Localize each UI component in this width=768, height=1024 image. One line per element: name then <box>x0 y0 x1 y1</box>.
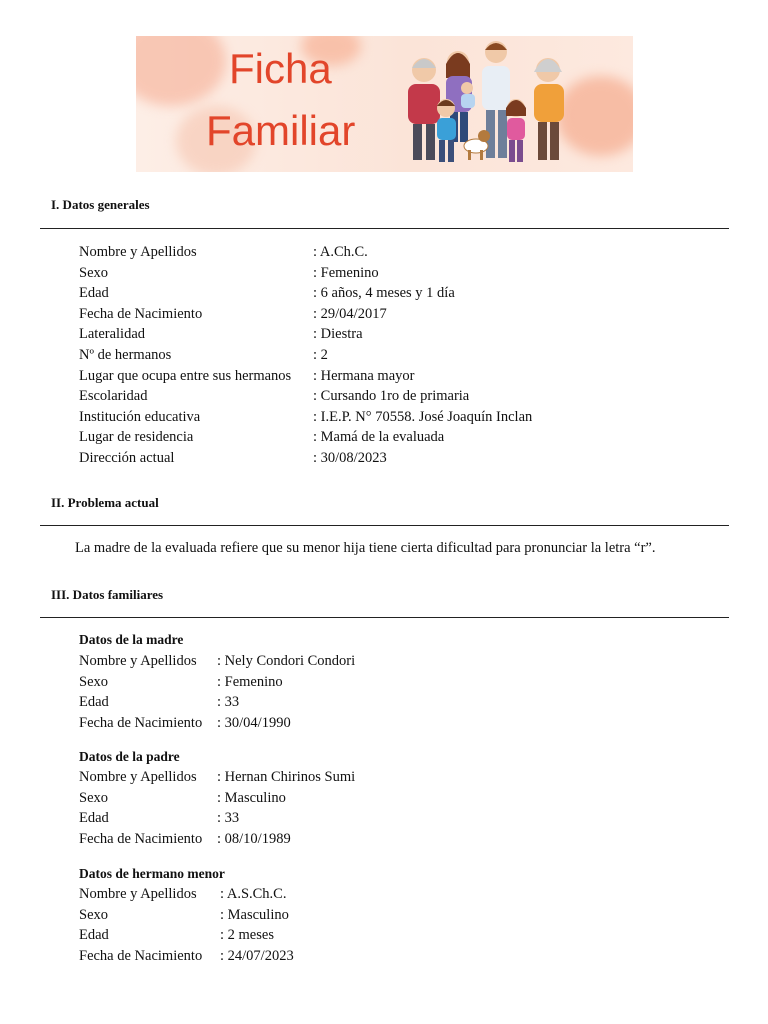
section-problem-title: II. Problema actual <box>51 495 159 510</box>
field-value: : 29/04/2017 <box>313 305 387 322</box>
field-value: : I.E.P. N° 70558. José Joaquín Inclan <box>313 408 533 425</box>
field-label: Fecha de Nacimiento <box>79 947 203 964</box>
section-family-title: III. Datos familiares <box>51 587 164 602</box>
data-row <box>79 905 294 926</box>
field-label: Lugar de residencia <box>79 429 194 446</box>
field-value: : 2 <box>313 346 328 363</box>
field-value: : Cursando 1ro de primaria <box>313 388 470 405</box>
field-value: : 2 meses <box>220 927 274 944</box>
field-value: : 6 años, 4 meses y 1 día <box>313 285 455 302</box>
field-label: Fecha de Nacimiento <box>79 305 203 322</box>
data-row <box>79 427 532 448</box>
data-row <box>79 713 355 734</box>
field-label: Nombre y Apellidos <box>79 244 197 260</box>
divider <box>40 617 729 618</box>
data-row <box>79 672 355 693</box>
data-row <box>79 808 355 829</box>
field-label: Sexo <box>79 264 108 281</box>
data-row <box>79 304 532 325</box>
section-general-title: I. Datos generales <box>51 197 150 212</box>
field-label: Fecha de Nacimiento <box>79 830 203 847</box>
field-label: Edad <box>79 694 109 711</box>
mother-title: Datos de la madre <box>79 632 184 647</box>
data-row <box>79 884 294 905</box>
field-value: : Masculino <box>217 789 286 806</box>
father-title: Datos de la padre <box>79 749 180 764</box>
field-value: : 24/07/2023 <box>220 947 294 964</box>
data-row <box>79 925 294 946</box>
field-label: Lugar que ocupa entre sus hermanos <box>79 367 292 384</box>
mother-data-list <box>79 651 355 733</box>
field-label: Edad <box>79 810 109 827</box>
field-label: Sexo <box>79 789 108 806</box>
field-label: Sexo <box>79 906 108 923</box>
data-row <box>79 407 532 428</box>
banner-title-line1: Ficha <box>229 45 332 92</box>
data-row <box>79 829 355 850</box>
field-value: : 33 <box>217 694 240 711</box>
field-value: : A.Ch.C. <box>313 244 368 260</box>
data-row <box>79 788 355 809</box>
data-row <box>79 386 532 407</box>
field-label: Edad <box>79 927 109 944</box>
field-value: : Hermana mayor <box>313 367 415 384</box>
field-value: : Femenino <box>313 264 379 281</box>
data-row <box>79 651 355 672</box>
divider <box>40 228 729 229</box>
data-row <box>79 767 355 788</box>
father-data-list <box>79 767 355 849</box>
field-value: : 33 <box>217 810 240 827</box>
field-label: Nombre y Apellidos <box>79 886 197 902</box>
brother-title: Datos de hermano menor <box>79 866 225 881</box>
data-row <box>79 692 355 713</box>
field-label: Nombre y Apellidos <box>79 653 197 669</box>
field-value: : 30/08/2023 <box>313 449 387 466</box>
family-illustration <box>404 38 624 168</box>
data-row <box>79 263 532 284</box>
data-row <box>79 366 532 387</box>
field-label: Fecha de Nacimiento <box>79 714 203 731</box>
field-label: Nº de hermanos <box>79 346 172 363</box>
field-label: Lateralidad <box>79 326 146 343</box>
general-data-list <box>79 242 532 469</box>
data-row <box>79 283 532 304</box>
field-label: Sexo <box>79 673 108 690</box>
divider <box>40 525 729 526</box>
field-value: : Nely Condori Condori <box>217 653 356 669</box>
problem-description: La madre de la evaluada refiere que su menor hija tiene cierta dificultad para pronunciar la letra “r”. <box>75 540 656 556</box>
banner-title-line2: Familiar <box>206 107 356 154</box>
field-label: Edad <box>79 285 109 302</box>
field-label: Nombre y Apellidos <box>79 769 197 785</box>
field-value: : A.S.Ch.C. <box>220 886 287 902</box>
field-value: : Mamá de la evaluada <box>313 429 445 446</box>
brother-data-list <box>79 884 294 966</box>
field-label: Escolaridad <box>79 388 148 405</box>
data-row <box>79 242 532 263</box>
data-row <box>79 345 532 366</box>
field-value: : 30/04/1990 <box>217 714 291 731</box>
data-row <box>79 946 294 967</box>
field-value: : Masculino <box>220 906 289 923</box>
header-banner <box>136 36 633 172</box>
field-label: Dirección actual <box>79 449 175 466</box>
data-row <box>79 324 532 345</box>
data-row <box>79 448 532 469</box>
field-value: : Diestra <box>313 326 363 343</box>
field-label: Institución educativa <box>79 408 201 425</box>
field-value: : Femenino <box>217 673 283 690</box>
field-value: : Hernan Chirinos Sumi <box>217 769 356 785</box>
field-value: : 08/10/1989 <box>217 830 291 847</box>
